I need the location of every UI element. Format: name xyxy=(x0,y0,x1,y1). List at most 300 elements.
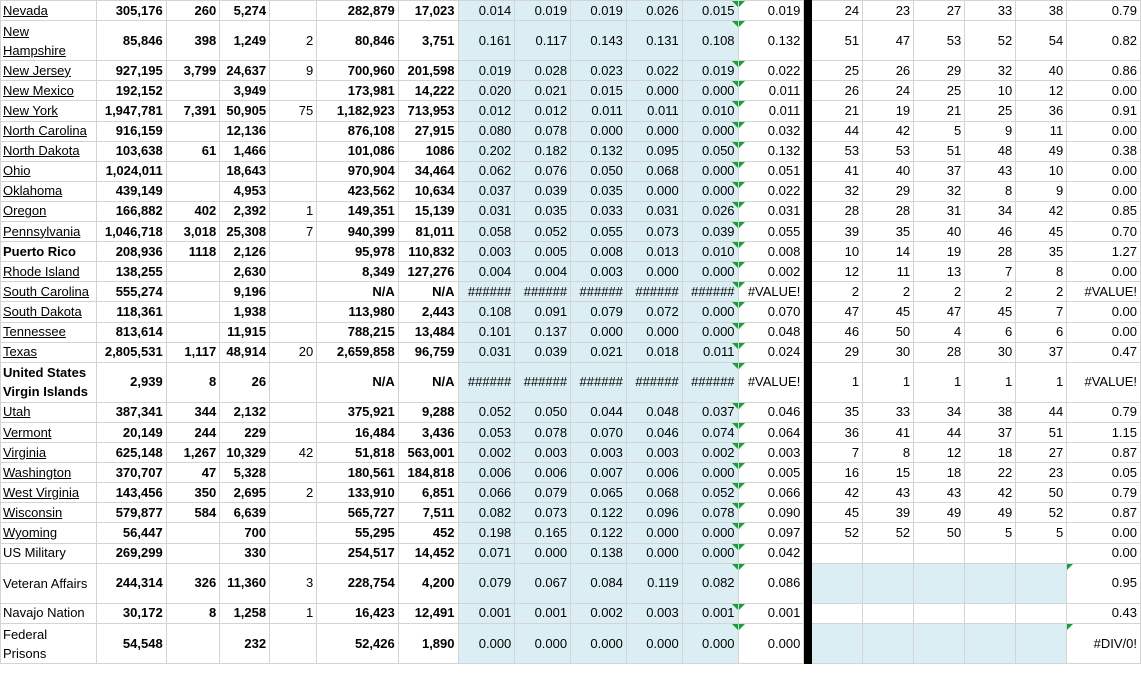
value-cell[interactable]: 5,274 xyxy=(220,1,270,21)
ratio-cell[interactable]: 0.91 xyxy=(1067,101,1141,121)
value-cell[interactable]: 3,751 xyxy=(398,21,458,61)
rate-cell[interactable]: 0.005 xyxy=(515,242,571,262)
value-cell[interactable]: 350 xyxy=(166,483,220,503)
rate-cell[interactable]: 0.026 xyxy=(682,201,738,221)
state-name-cell[interactable]: Wyoming xyxy=(1,523,97,543)
rate-cell[interactable]: 0.071 xyxy=(458,543,515,563)
rate-cell[interactable]: 0.013 xyxy=(626,242,682,262)
rate-cell[interactable]: 0.039 xyxy=(515,342,571,362)
rate-cell[interactable]: 0.023 xyxy=(571,61,627,81)
rank-cell[interactable]: 8 xyxy=(1016,262,1067,282)
rate-cell[interactable]: 0.048 xyxy=(626,402,682,422)
ratio-cell[interactable]: 0.86 xyxy=(1067,61,1141,81)
rate-cell[interactable]: 0.007 xyxy=(571,463,627,483)
rate-cell[interactable]: 0.002 xyxy=(458,443,515,463)
rank-cell[interactable]: 12 xyxy=(812,262,863,282)
rank-cell[interactable]: 22 xyxy=(965,463,1016,483)
rate-summary-cell[interactable]: 0.011 xyxy=(738,81,804,101)
rate-cell[interactable]: 0.003 xyxy=(571,443,627,463)
value-cell[interactable]: 555,274 xyxy=(96,282,166,302)
value-cell[interactable]: N/A xyxy=(398,362,458,402)
rate-cell[interactable]: 0.037 xyxy=(458,181,515,201)
rate-cell[interactable]: 0.091 xyxy=(515,302,571,322)
state-name-cell[interactable]: New Mexico xyxy=(1,81,97,101)
rank-cell[interactable]: 11 xyxy=(863,262,914,282)
rank-cell[interactable]: 28 xyxy=(863,201,914,221)
value-cell[interactable] xyxy=(270,362,317,402)
rate-cell[interactable]: 0.165 xyxy=(515,523,571,543)
rate-summary-cell[interactable]: 0.090 xyxy=(738,503,804,523)
rank-cell[interactable]: 12 xyxy=(914,443,965,463)
value-cell[interactable]: 927,195 xyxy=(96,61,166,81)
value-cell[interactable]: 370,707 xyxy=(96,463,166,483)
rank-cell[interactable]: 25 xyxy=(965,101,1016,121)
value-cell[interactable]: 149,351 xyxy=(317,201,398,221)
value-cell[interactable] xyxy=(270,402,317,422)
ratio-cell[interactable]: #VALUE! xyxy=(1067,362,1141,402)
rate-cell[interactable]: 0.078 xyxy=(515,121,571,141)
rate-cell[interactable]: 0.011 xyxy=(626,101,682,121)
value-cell[interactable]: 1118 xyxy=(166,242,220,262)
ratio-cell[interactable]: 1.27 xyxy=(1067,242,1141,262)
value-cell[interactable]: 876,108 xyxy=(317,121,398,141)
rate-cell[interactable]: 0.001 xyxy=(682,603,738,623)
value-cell[interactable] xyxy=(270,282,317,302)
value-cell[interactable]: 95,978 xyxy=(317,242,398,262)
rate-cell[interactable]: 0.003 xyxy=(571,262,627,282)
rate-cell[interactable]: 0.095 xyxy=(626,141,682,161)
rate-cell[interactable]: 0.035 xyxy=(571,181,627,201)
value-cell[interactable]: 2,443 xyxy=(398,302,458,322)
state-name-cell[interactable]: North Carolina xyxy=(1,121,97,141)
rank-cell[interactable]: 36 xyxy=(1016,101,1067,121)
rate-cell[interactable]: 0.067 xyxy=(515,563,571,603)
rate-cell[interactable]: 0.070 xyxy=(571,422,627,442)
rank-cell[interactable]: 42 xyxy=(1016,201,1067,221)
value-cell[interactable]: 9,196 xyxy=(220,282,270,302)
rank-cell[interactable]: 6 xyxy=(1016,322,1067,342)
rate-summary-cell[interactable]: 0.055 xyxy=(738,222,804,242)
rank-cell[interactable]: 25 xyxy=(812,61,863,81)
rate-cell[interactable]: 0.072 xyxy=(626,302,682,322)
rank-cell[interactable] xyxy=(863,563,914,603)
rate-cell[interactable]: 0.119 xyxy=(626,563,682,603)
state-name-cell[interactable]: Veteran Affairs xyxy=(1,563,97,603)
rank-cell[interactable]: 33 xyxy=(863,402,914,422)
state-name-cell[interactable]: Virginia xyxy=(1,443,97,463)
rank-cell[interactable]: 1 xyxy=(1016,362,1067,402)
rank-cell[interactable]: 2 xyxy=(1016,282,1067,302)
rate-cell[interactable]: 0.006 xyxy=(515,463,571,483)
rank-cell[interactable]: 52 xyxy=(812,523,863,543)
rank-cell[interactable]: 51 xyxy=(1016,422,1067,442)
rate-summary-cell[interactable]: 0.132 xyxy=(738,21,804,61)
rank-cell[interactable]: 35 xyxy=(863,222,914,242)
value-cell[interactable]: 3 xyxy=(270,563,317,603)
rate-summary-cell[interactable]: 0.042 xyxy=(738,543,804,563)
rate-cell[interactable]: 0.015 xyxy=(571,81,627,101)
value-cell[interactable]: 387,341 xyxy=(96,402,166,422)
value-cell[interactable]: 700,960 xyxy=(317,61,398,81)
value-cell[interactable]: 1,117 xyxy=(166,342,220,362)
rank-cell[interactable] xyxy=(914,623,965,663)
rank-cell[interactable]: 34 xyxy=(914,402,965,422)
rank-cell[interactable]: 12 xyxy=(1016,81,1067,101)
value-cell[interactable]: 375,921 xyxy=(317,402,398,422)
value-cell[interactable]: 81,011 xyxy=(398,222,458,242)
value-cell[interactable] xyxy=(270,121,317,141)
rate-cell[interactable]: 0.031 xyxy=(458,201,515,221)
value-cell[interactable]: 6,639 xyxy=(220,503,270,523)
value-cell[interactable]: 133,910 xyxy=(317,483,398,503)
rank-cell[interactable]: 1 xyxy=(812,362,863,402)
value-cell[interactable]: N/A xyxy=(317,362,398,402)
ratio-cell[interactable]: 0.00 xyxy=(1067,81,1141,101)
rank-cell[interactable]: 7 xyxy=(1016,302,1067,322)
rank-cell[interactable]: 45 xyxy=(812,503,863,523)
value-cell[interactable] xyxy=(270,463,317,483)
value-cell[interactable]: 61 xyxy=(166,141,220,161)
value-cell[interactable]: 244 xyxy=(166,422,220,442)
rank-cell[interactable]: 7 xyxy=(965,262,1016,282)
rate-cell[interactable]: 0.068 xyxy=(626,161,682,181)
rank-cell[interactable] xyxy=(1016,563,1067,603)
rate-summary-cell[interactable]: 0.097 xyxy=(738,523,804,543)
rate-cell[interactable]: 0.182 xyxy=(515,141,571,161)
value-cell[interactable]: 2,630 xyxy=(220,262,270,282)
rank-cell[interactable]: 34 xyxy=(965,201,1016,221)
value-cell[interactable]: 20 xyxy=(270,342,317,362)
value-cell[interactable]: 940,399 xyxy=(317,222,398,242)
rate-summary-cell[interactable]: 0.032 xyxy=(738,121,804,141)
rate-cell[interactable]: 0.039 xyxy=(515,181,571,201)
value-cell[interactable]: 192,152 xyxy=(96,81,166,101)
rate-cell[interactable]: 0.101 xyxy=(458,322,515,342)
rate-cell[interactable]: 0.137 xyxy=(515,322,571,342)
rate-cell[interactable]: 0.008 xyxy=(571,242,627,262)
value-cell[interactable]: 916,159 xyxy=(96,121,166,141)
value-cell[interactable]: 3,018 xyxy=(166,222,220,242)
rate-summary-cell[interactable]: 0.046 xyxy=(738,402,804,422)
rank-cell[interactable]: 48 xyxy=(965,141,1016,161)
value-cell[interactable]: 17,023 xyxy=(398,1,458,21)
rank-cell[interactable]: 24 xyxy=(863,81,914,101)
rank-cell[interactable]: 30 xyxy=(965,342,1016,362)
value-cell[interactable]: 138,255 xyxy=(96,262,166,282)
rate-cell[interactable]: 0.053 xyxy=(458,422,515,442)
ratio-cell[interactable]: #DIV/0! xyxy=(1067,623,1141,663)
rate-cell[interactable]: 0.082 xyxy=(458,503,515,523)
rate-cell[interactable]: ###### xyxy=(626,362,682,402)
rate-cell[interactable]: 0.050 xyxy=(515,402,571,422)
rank-cell[interactable]: 26 xyxy=(812,81,863,101)
value-cell[interactable]: 2,805,531 xyxy=(96,342,166,362)
rate-cell[interactable]: 0.000 xyxy=(571,623,627,663)
value-cell[interactable]: 201,598 xyxy=(398,61,458,81)
rate-cell[interactable]: 0.000 xyxy=(571,121,627,141)
rank-cell[interactable]: 29 xyxy=(863,181,914,201)
rate-summary-cell[interactable]: 0.003 xyxy=(738,443,804,463)
rate-cell[interactable]: 0.138 xyxy=(571,543,627,563)
value-cell[interactable]: 18,643 xyxy=(220,161,270,181)
rate-cell[interactable]: 0.000 xyxy=(626,181,682,201)
state-name-cell[interactable]: New York xyxy=(1,101,97,121)
rank-cell[interactable]: 43 xyxy=(965,161,1016,181)
rate-cell[interactable]: 0.018 xyxy=(626,342,682,362)
value-cell[interactable] xyxy=(166,282,220,302)
rate-cell[interactable]: 0.079 xyxy=(571,302,627,322)
value-cell[interactable]: 11,915 xyxy=(220,322,270,342)
state-name-cell[interactable]: North Dakota xyxy=(1,141,97,161)
rate-summary-cell[interactable]: 0.011 xyxy=(738,101,804,121)
rank-cell[interactable] xyxy=(1016,603,1067,623)
value-cell[interactable]: 2,695 xyxy=(220,483,270,503)
rate-cell[interactable]: 0.000 xyxy=(626,262,682,282)
rate-cell[interactable]: 0.096 xyxy=(626,503,682,523)
rate-cell[interactable]: ###### xyxy=(571,282,627,302)
rate-cell[interactable]: 0.117 xyxy=(515,21,571,61)
rank-cell[interactable]: 50 xyxy=(863,322,914,342)
rate-cell[interactable]: 0.080 xyxy=(458,121,515,141)
rate-cell[interactable]: 0.000 xyxy=(515,543,571,563)
value-cell[interactable]: 54,548 xyxy=(96,623,166,663)
rate-cell[interactable]: 0.026 xyxy=(626,1,682,21)
rank-cell[interactable]: 21 xyxy=(812,101,863,121)
value-cell[interactable]: 26 xyxy=(220,362,270,402)
state-name-cell[interactable]: Texas xyxy=(1,342,97,362)
rate-cell[interactable]: 0.000 xyxy=(682,463,738,483)
rank-cell[interactable]: 28 xyxy=(965,242,1016,262)
rank-cell[interactable]: 33 xyxy=(965,1,1016,21)
rank-cell[interactable]: 39 xyxy=(812,222,863,242)
value-cell[interactable]: 452 xyxy=(398,523,458,543)
rate-cell[interactable]: 0.039 xyxy=(682,222,738,242)
rank-cell[interactable] xyxy=(914,563,965,603)
rate-summary-cell[interactable]: 0.031 xyxy=(738,201,804,221)
rate-summary-cell[interactable]: 0.000 xyxy=(738,623,804,663)
rank-cell[interactable]: 52 xyxy=(863,523,914,543)
rate-cell[interactable]: 0.037 xyxy=(682,402,738,422)
value-cell[interactable]: 398 xyxy=(166,21,220,61)
rate-cell[interactable]: 0.022 xyxy=(626,61,682,81)
rank-cell[interactable]: 43 xyxy=(863,483,914,503)
value-cell[interactable]: 4,200 xyxy=(398,563,458,603)
value-cell[interactable]: 3,436 xyxy=(398,422,458,442)
rank-cell[interactable]: 23 xyxy=(863,1,914,21)
rank-cell[interactable]: 6 xyxy=(965,322,1016,342)
value-cell[interactable] xyxy=(270,161,317,181)
rate-cell[interactable]: 0.000 xyxy=(682,181,738,201)
value-cell[interactable]: 282,879 xyxy=(317,1,398,21)
state-name-cell[interactable]: Utah xyxy=(1,402,97,422)
rank-cell[interactable] xyxy=(812,623,863,663)
value-cell[interactable]: 2,392 xyxy=(220,201,270,221)
value-cell[interactable]: 8,349 xyxy=(317,262,398,282)
rate-cell[interactable]: ###### xyxy=(515,282,571,302)
rank-cell[interactable]: 52 xyxy=(1016,503,1067,523)
rate-cell[interactable]: 0.021 xyxy=(515,81,571,101)
rank-cell[interactable]: 27 xyxy=(914,1,965,21)
value-cell[interactable] xyxy=(166,322,220,342)
value-cell[interactable]: 700 xyxy=(220,523,270,543)
value-cell[interactable] xyxy=(166,543,220,563)
rank-cell[interactable]: 54 xyxy=(1016,21,1067,61)
ratio-cell[interactable]: 0.79 xyxy=(1067,402,1141,422)
state-name-cell[interactable]: Tennessee xyxy=(1,322,97,342)
value-cell[interactable]: 56,447 xyxy=(96,523,166,543)
rank-cell[interactable]: 35 xyxy=(812,402,863,422)
rank-cell[interactable]: 28 xyxy=(812,201,863,221)
rank-cell[interactable]: 40 xyxy=(1016,61,1067,81)
rank-cell[interactable]: 46 xyxy=(812,322,863,342)
rate-cell[interactable]: 0.046 xyxy=(626,422,682,442)
rate-summary-cell[interactable]: 0.064 xyxy=(738,422,804,442)
value-cell[interactable]: 143,456 xyxy=(96,483,166,503)
value-cell[interactable]: 402 xyxy=(166,201,220,221)
rate-cell[interactable]: 0.078 xyxy=(515,422,571,442)
value-cell[interactable]: 788,215 xyxy=(317,322,398,342)
rank-cell[interactable] xyxy=(1016,543,1067,563)
rank-cell[interactable] xyxy=(863,543,914,563)
rate-cell[interactable]: 0.000 xyxy=(458,623,515,663)
rank-cell[interactable]: 49 xyxy=(914,503,965,523)
rank-cell[interactable]: 5 xyxy=(965,523,1016,543)
state-name-cell[interactable]: Ohio xyxy=(1,161,97,181)
rate-cell[interactable]: ###### xyxy=(682,362,738,402)
ratio-cell[interactable]: 0.00 xyxy=(1067,262,1141,282)
value-cell[interactable] xyxy=(270,322,317,342)
ratio-cell[interactable]: 0.05 xyxy=(1067,463,1141,483)
rate-cell[interactable]: 0.066 xyxy=(458,483,515,503)
rate-summary-cell[interactable]: 0.022 xyxy=(738,61,804,81)
value-cell[interactable] xyxy=(270,302,317,322)
ratio-cell[interactable]: 0.43 xyxy=(1067,603,1141,623)
rank-cell[interactable]: 2 xyxy=(863,282,914,302)
rate-cell[interactable]: 0.044 xyxy=(571,402,627,422)
value-cell[interactable] xyxy=(166,121,220,141)
value-cell[interactable] xyxy=(166,81,220,101)
rank-cell[interactable]: 42 xyxy=(812,483,863,503)
rate-summary-cell[interactable]: #VALUE! xyxy=(738,282,804,302)
value-cell[interactable] xyxy=(270,181,317,201)
rate-cell[interactable]: 0.065 xyxy=(571,483,627,503)
rate-cell[interactable]: 0.076 xyxy=(515,161,571,181)
rate-cell[interactable]: 0.003 xyxy=(626,603,682,623)
rank-cell[interactable] xyxy=(965,603,1016,623)
value-cell[interactable]: 127,276 xyxy=(398,262,458,282)
value-cell[interactable]: 16,484 xyxy=(317,422,398,442)
state-name-cell[interactable]: Oregon xyxy=(1,201,97,221)
rate-cell[interactable]: 0.003 xyxy=(626,443,682,463)
value-cell[interactable]: 2 xyxy=(270,483,317,503)
rate-summary-cell[interactable]: 0.051 xyxy=(738,161,804,181)
rate-cell[interactable]: 0.003 xyxy=(458,242,515,262)
value-cell[interactable]: 10,634 xyxy=(398,181,458,201)
rank-cell[interactable]: 29 xyxy=(812,342,863,362)
value-cell[interactable]: 42 xyxy=(270,443,317,463)
rank-cell[interactable]: 9 xyxy=(965,121,1016,141)
value-cell[interactable]: 305,176 xyxy=(96,1,166,21)
rank-cell[interactable]: 44 xyxy=(1016,402,1067,422)
rate-cell[interactable]: 0.058 xyxy=(458,222,515,242)
rank-cell[interactable]: 51 xyxy=(914,141,965,161)
rank-cell[interactable]: 44 xyxy=(914,422,965,442)
value-cell[interactable]: 8 xyxy=(166,603,220,623)
ratio-cell[interactable]: 1.15 xyxy=(1067,422,1141,442)
value-cell[interactable]: 34,464 xyxy=(398,161,458,181)
rank-cell[interactable] xyxy=(863,623,914,663)
rank-cell[interactable]: 45 xyxy=(1016,222,1067,242)
rank-cell[interactable]: 4 xyxy=(914,322,965,342)
rank-cell[interactable]: 7 xyxy=(812,443,863,463)
value-cell[interactable]: 1 xyxy=(270,201,317,221)
rate-cell[interactable]: 0.052 xyxy=(458,402,515,422)
value-cell[interactable]: 232 xyxy=(220,623,270,663)
rate-cell[interactable]: 0.010 xyxy=(682,101,738,121)
rank-cell[interactable]: 46 xyxy=(965,222,1016,242)
rate-cell[interactable]: 0.019 xyxy=(458,61,515,81)
rank-cell[interactable]: 53 xyxy=(914,21,965,61)
value-cell[interactable]: 55,295 xyxy=(317,523,398,543)
rate-summary-cell[interactable]: 0.001 xyxy=(738,603,804,623)
rank-cell[interactable]: 40 xyxy=(914,222,965,242)
rate-cell[interactable]: 0.161 xyxy=(458,21,515,61)
rate-cell[interactable]: 0.000 xyxy=(626,322,682,342)
rate-cell[interactable]: 0.143 xyxy=(571,21,627,61)
rank-cell[interactable]: 42 xyxy=(965,483,1016,503)
rate-cell[interactable]: 0.068 xyxy=(626,483,682,503)
rank-cell[interactable]: 38 xyxy=(965,402,1016,422)
rank-cell[interactable] xyxy=(812,543,863,563)
rank-cell[interactable]: 50 xyxy=(1016,483,1067,503)
value-cell[interactable]: 184,818 xyxy=(398,463,458,483)
value-cell[interactable]: 1,249 xyxy=(220,21,270,61)
rank-cell[interactable]: 10 xyxy=(812,242,863,262)
value-cell[interactable] xyxy=(270,623,317,663)
state-name-cell[interactable]: Wisconsin xyxy=(1,503,97,523)
value-cell[interactable]: 2,659,858 xyxy=(317,342,398,362)
value-cell[interactable] xyxy=(270,262,317,282)
value-cell[interactable]: 30,172 xyxy=(96,603,166,623)
rank-cell[interactable]: 15 xyxy=(863,463,914,483)
rank-cell[interactable] xyxy=(914,603,965,623)
state-name-cell[interactable]: New Jersey xyxy=(1,61,97,81)
ratio-cell[interactable]: 0.00 xyxy=(1067,322,1141,342)
rank-cell[interactable]: 45 xyxy=(863,302,914,322)
value-cell[interactable]: 11,360 xyxy=(220,563,270,603)
value-cell[interactable]: 50,905 xyxy=(220,101,270,121)
rate-cell[interactable]: 0.131 xyxy=(626,21,682,61)
rank-cell[interactable]: 19 xyxy=(914,242,965,262)
state-name-cell[interactable]: Washington xyxy=(1,463,97,483)
state-name-cell[interactable]: US Military xyxy=(1,543,97,563)
rate-cell[interactable]: 0.078 xyxy=(682,503,738,523)
value-cell[interactable]: 15,139 xyxy=(398,201,458,221)
value-cell[interactable]: 625,148 xyxy=(96,443,166,463)
rate-cell[interactable]: 0.012 xyxy=(458,101,515,121)
value-cell[interactable]: 85,846 xyxy=(96,21,166,61)
rate-cell[interactable]: 0.000 xyxy=(682,81,738,101)
value-cell[interactable]: 51,818 xyxy=(317,443,398,463)
value-cell[interactable]: 713,953 xyxy=(398,101,458,121)
ratio-cell[interactable]: 0.00 xyxy=(1067,543,1141,563)
rank-cell[interactable]: 16 xyxy=(812,463,863,483)
state-name-cell[interactable]: South Carolina xyxy=(1,282,97,302)
value-cell[interactable] xyxy=(270,422,317,442)
rate-cell[interactable]: 0.000 xyxy=(626,523,682,543)
rank-cell[interactable]: 32 xyxy=(965,61,1016,81)
state-name-cell[interactable]: Pennsylvania xyxy=(1,222,97,242)
